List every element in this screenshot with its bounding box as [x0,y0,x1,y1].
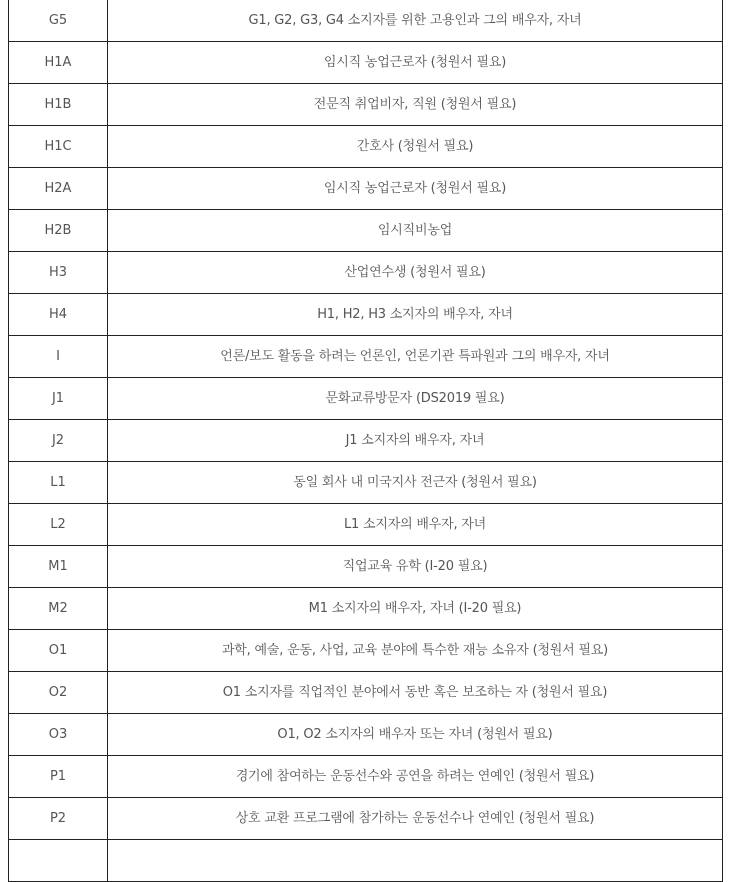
visa-code-cell: O3 [9,714,108,756]
visa-code-cell: G5 [9,0,108,42]
visa-description-cell: 직업교육 유학 (I-20 필요) [108,546,723,588]
visa-type-table [8,0,723,882]
visa-code-cell: J1 [9,378,108,420]
table-row [9,420,723,462]
visa-code-cell: H1C [9,126,108,168]
table-row [9,84,723,126]
visa-description-cell [108,840,723,882]
table-row [9,630,723,672]
table-row [9,210,723,252]
visa-code-cell: J2 [9,420,108,462]
visa-description-cell: 동일 회사 내 미국지사 전근자 (청원서 필요) [108,462,723,504]
visa-description-cell: J1 소지자의 배우자, 자녀 [108,420,723,462]
table-row [9,168,723,210]
visa-description-cell: 간호사 (청원서 필요) [108,126,723,168]
table-row [9,798,723,840]
visa-code-cell: H1B [9,84,108,126]
visa-description-cell: 상호 교환 프로그램에 참가하는 운동선수나 연예인 (청원서 필요) [108,798,723,840]
table-row [9,672,723,714]
visa-code-cell: H2B [9,210,108,252]
visa-description-cell: 산업연수생 (청원서 필요) [108,252,723,294]
visa-code-cell: L2 [9,504,108,546]
visa-description-cell: L1 소지자의 배우자, 자녀 [108,504,723,546]
table-row [9,546,723,588]
visa-code-cell: H1A [9,42,108,84]
table-row [9,252,723,294]
table-row [9,462,723,504]
table-row [9,840,723,882]
visa-description-cell: 전문직 취업비자, 직원 (청원서 필요) [108,84,723,126]
table-row [9,0,723,42]
table-row [9,378,723,420]
visa-description-cell: 언론/보도 활동을 하려는 언론인, 언론기관 특파원과 그의 배우자, 자녀 [108,336,723,378]
table-row [9,336,723,378]
visa-description-cell: 과학, 예술, 운동, 사업, 교육 분야에 특수한 재능 소유자 (청원서 필요) [108,630,723,672]
visa-description-cell: O1, O2 소지자의 배우자 또는 자녀 (청원서 필요) [108,714,723,756]
table-row [9,588,723,630]
table-row [9,714,723,756]
visa-code-cell [9,840,108,882]
visa-code-cell: P1 [9,756,108,798]
visa-description-cell: M1 소지자의 배우자, 자녀 (I-20 필요) [108,588,723,630]
visa-description-cell: 임시직 농업근로자 (청원서 필요) [108,168,723,210]
visa-code-cell: P2 [9,798,108,840]
visa-description-cell: 경기에 참여하는 운동선수와 공연을 하려는 연예인 (청원서 필요) [108,756,723,798]
visa-description-cell: 임시직 농업근로자 (청원서 필요) [108,42,723,84]
visa-code-cell: H3 [9,252,108,294]
visa-description-cell: H1, H2, H3 소지자의 배우자, 자녀 [108,294,723,336]
table-row [9,504,723,546]
visa-table-container [8,0,723,882]
visa-description-cell: 문화교류방문자 (DS2019 필요) [108,378,723,420]
table-row [9,42,723,84]
visa-code-cell: O2 [9,672,108,714]
visa-table-body [9,0,723,882]
table-row [9,126,723,168]
visa-description-cell: O1 소지자를 직업적인 분야에서 동반 혹은 보조하는 자 (청원서 필요) [108,672,723,714]
table-row [9,294,723,336]
table-row [9,756,723,798]
visa-code-cell: H2A [9,168,108,210]
visa-description-cell: G1, G2, G3, G4 소지자를 위한 고용인과 그의 배우자, 자녀 [108,0,723,42]
visa-code-cell: O1 [9,630,108,672]
visa-code-cell: H4 [9,294,108,336]
visa-code-cell: M2 [9,588,108,630]
visa-description-cell: 임시직비농업 [108,210,723,252]
visa-code-cell: M1 [9,546,108,588]
visa-code-cell: I [9,336,108,378]
visa-code-cell: L1 [9,462,108,504]
